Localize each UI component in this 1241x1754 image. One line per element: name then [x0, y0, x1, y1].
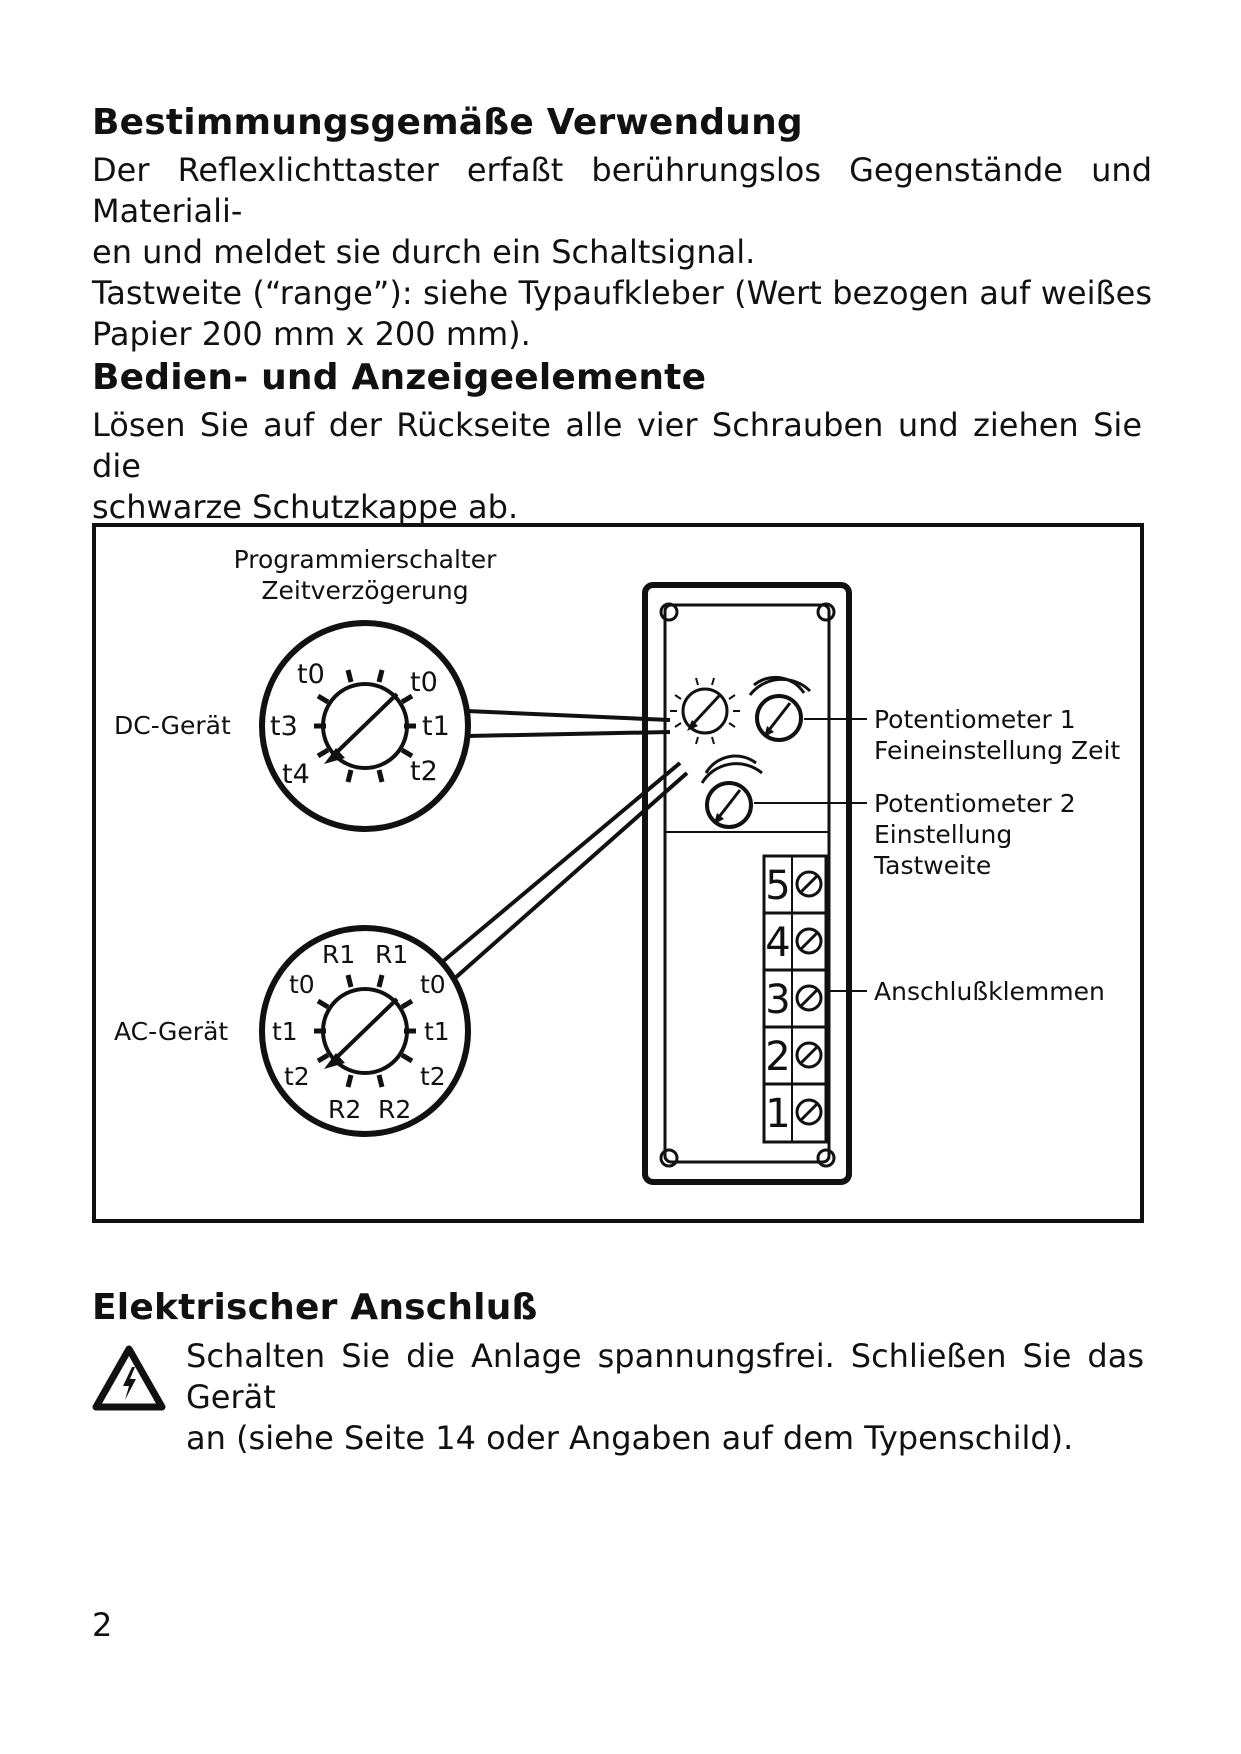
text-line: Der Reflexlichttaster erfaßt berührungslos Gegenstände und Materiali-: [92, 151, 1152, 230]
pot1-sublabel: Feineinstellung Zeit: [874, 736, 1121, 765]
controls-paragraph: [92, 405, 1142, 528]
dc-dial-label: t1: [422, 711, 450, 742]
text-line: Papier 200 mm x 200 mm).: [92, 315, 531, 353]
ac-dial-label: R2: [378, 1095, 412, 1124]
pot2-sublabel: Einstellung: [874, 820, 1013, 849]
pot2-sublabel: Tastweite: [874, 851, 992, 880]
ac-dial-label: t1: [424, 1017, 450, 1046]
text-line: Tastweite (“range”): siehe Typaufkleber (Wert bezogen auf weißes: [92, 274, 1152, 312]
screw-icon: [818, 1150, 834, 1166]
potentiometer-2: [702, 756, 762, 827]
terminal-number: 4: [765, 920, 791, 966]
ac-dial-label: R1: [375, 940, 409, 969]
ac-dial-label: R2: [328, 1095, 362, 1124]
callout-lines: [441, 711, 687, 979]
terminal-block: [764, 856, 826, 1142]
terminal-number: 3: [765, 977, 791, 1023]
ac-dial-label: R1: [322, 940, 356, 969]
switch-subtitle: Zeitverzögerung: [261, 576, 469, 605]
ac-dial: [262, 928, 468, 1134]
dc-dial-label: t3: [270, 711, 298, 742]
dc-dial-label: t2: [410, 756, 438, 787]
page-number: 2: [92, 1606, 113, 1644]
device-housing: [645, 585, 849, 1182]
dial-pointer: [337, 694, 397, 752]
text-line: an (siehe Seite 14 oder Angaben auf dem Typenschild).: [186, 1419, 1074, 1457]
dc-dial-label: t0: [297, 659, 325, 690]
electrical-paragraph: [186, 1336, 1144, 1459]
terminals-label: Anschlußklemmen: [874, 977, 1105, 1006]
section-title-electrical: Elektrischer Anschluß: [92, 1287, 538, 1328]
ac-dial-label: t0: [289, 970, 315, 999]
intended-use-paragraph: [92, 150, 1152, 355]
dc-dial-label: t4: [282, 759, 310, 790]
device-program-switch: [670, 678, 740, 744]
ac-dial-label: t0: [420, 970, 446, 999]
terminal-number: 5: [765, 863, 791, 909]
controls-diagram: [92, 523, 1144, 1223]
dc-label: DC-Gerät: [114, 711, 231, 740]
potentiometer-1: [750, 677, 810, 740]
dc-dial: [262, 623, 468, 829]
ac-dial-label: t1: [272, 1017, 298, 1046]
pot2-label: Potentiometer 2: [874, 789, 1076, 818]
terminal-number: 1: [765, 1091, 791, 1137]
dc-dial-label: t0: [410, 667, 438, 698]
screw-icon: [661, 1150, 677, 1166]
terminal-number: 2: [765, 1034, 791, 1080]
text-line: schwarze Schutzkappe ab.: [92, 488, 519, 526]
dial-pointer: [337, 999, 397, 1057]
high-voltage-warning-icon: [92, 1345, 166, 1411]
pot1-label: Potentiometer 1: [874, 705, 1076, 734]
section-title-intended-use: Bestimmungsgemäße Verwendung: [92, 102, 803, 143]
ac-dial-label: t2: [420, 1062, 446, 1091]
section-title-controls: Bedien- und Anzeigeelemente: [92, 357, 707, 398]
ac-dial-label: t2: [284, 1062, 310, 1091]
switch-title: Programmierschalter: [233, 545, 497, 574]
text-line: Lösen Sie auf der Rückseite alle vier Schrauben und ziehen Sie die: [92, 406, 1142, 485]
text-line: en und meldet sie durch ein Schaltsignal.: [92, 233, 756, 271]
text-line: Schalten Sie die Anlage spannungsfrei. Schließen Sie das Gerät: [186, 1337, 1144, 1416]
ac-label: AC-Gerät: [114, 1017, 229, 1046]
